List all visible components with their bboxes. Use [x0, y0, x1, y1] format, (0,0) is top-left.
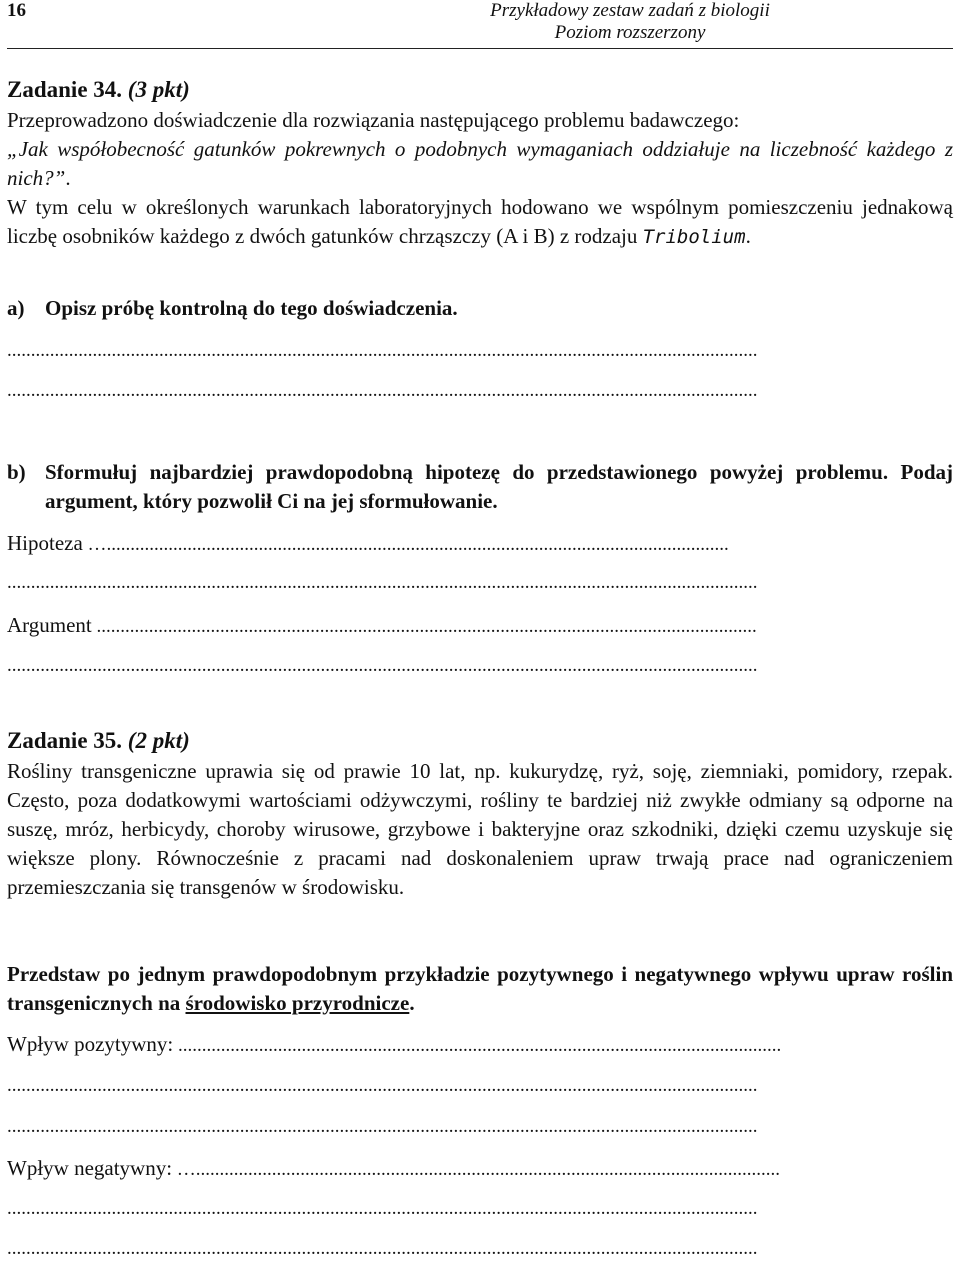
task34-title: Zadanie 34. [7, 77, 123, 102]
task35-positive-dots: ............................................................................................................................... [177, 1035, 782, 1056]
task34-argument-line-1[interactable] [7, 614, 953, 638]
task35-instruction-start: Przedstaw po jednym prawdopodobnym przykładzie pozytywnego i negatywnego wpływu upraw roślin transgenicznych na [7, 962, 953, 1015]
task34-a-answer-line-2[interactable]: .............................................................................................................................................................. [7, 380, 758, 401]
task34-hypothesis-label: Hipoteza [7, 532, 83, 555]
task34-intro: Przeprowadzono doświadczenie dla rozwiązania następującego problemu badawczego: [7, 108, 740, 132]
task34-argument-label: Argument [7, 614, 92, 637]
task35-negative-dots: …........................................................................................................................... [176, 1159, 781, 1180]
task35-instruction-end: . [409, 991, 415, 1015]
task34-setup [7, 193, 953, 252]
task34-part-a-text: Opisz próbę kontrolną do tego doświadczenia. [45, 296, 458, 320]
task34-problem-question: „Jak współobecność gatunków pokrewnych o podobnych wymaganiach oddziałuje na liczebność każdego z nich?” [7, 137, 953, 190]
task34-genus: Tribolium [642, 226, 746, 248]
task34-part-b [7, 458, 953, 516]
task35-points: (2 pkt) [127, 728, 190, 753]
task35-negative-label: Wpływ negatywny: [7, 1157, 173, 1180]
task34-setup-end: . [745, 224, 751, 248]
page-header [7, 0, 953, 49]
task34-a-answer-line-1[interactable]: .............................................................................................................................................................. [7, 340, 758, 361]
task34-problem [7, 135, 953, 193]
task35-positive-line-1[interactable] [7, 1033, 953, 1057]
task34-part-b-label: b) [7, 460, 26, 484]
task34-part-a-label: a) [7, 296, 25, 320]
task34-hypothesis-dots: …................................................................................................................................... [87, 534, 729, 555]
page-number: 16 [7, 0, 26, 21]
task35-negative-line-3[interactable]: .............................................................................................................................................................. [7, 1238, 758, 1259]
task34-heading [7, 75, 953, 105]
task35-positive-line-3[interactable]: .............................................................................................................................................................. [7, 1116, 758, 1137]
task35-instruction [7, 960, 953, 1018]
task34-hypothesis-line-1[interactable] [7, 532, 953, 556]
task35-positive-line-2[interactable]: .............................................................................................................................................................. [7, 1075, 758, 1096]
task34-argument-line-2[interactable]: .............................................................................................................................................................. [7, 655, 758, 676]
task35-negative-line-1[interactable] [7, 1157, 953, 1181]
header-title: Przykładowy zestaw zadań z biologii [490, 0, 770, 21]
task35-title: Zadanie 35. [7, 728, 123, 753]
task34-part-a [7, 294, 953, 323]
task35-instruction-underlined: środowisko przyrodnicze [185, 991, 410, 1015]
task35-text: Rośliny transgeniczne uprawia się od prawie 10 lat, np. kukurydzę, ryż, soję, ziemniaki, pomidory, rzepak. Często, poza dodatkowymi wartościami odżywczymi, rośliny te bardziej niż zwykłe odmiany są odporne na suszę, mróz, herbicydy, choroby wirusowe, grzybowe i bakteryjne oraz szkodniki, dzięki czemu uzyskuje się większe plony. Równocześnie z pracami nad doskonaleniem upraw trwają prace nad ograniczeniem przemieszczania się transgenów w środowisku. [7, 759, 953, 899]
task34-hypothesis-line-2[interactable]: .............................................................................................................................................................. [7, 572, 758, 593]
task35-negative-line-2[interactable]: .............................................................................................................................................................. [7, 1198, 758, 1219]
task34-argument-dots: ........................................................................................................................................... [96, 616, 757, 637]
task34-problem-end: . [65, 166, 71, 190]
header-level: Poziom rozszerzony [554, 22, 706, 43]
task35-positive-label: Wpływ pozytywny: [7, 1033, 174, 1056]
task34-setup-text: W tym celu w określonych warunkach laboratoryjnych hodowano we wspólnym pomieszczeniu jednakową liczbę osobników każdego z dwóch gatunków chrząszczy (A i B) z rodzaju [7, 195, 953, 248]
task34-points: (3 pkt) [127, 77, 190, 102]
task34-part-b-text: Sformułuj najbardziej prawdopodobną hipotezę do przedstawionego powyżej problemu. Podaj argument, który pozwolił Ci na jej sformułowanie. [45, 460, 953, 513]
task35-heading [7, 726, 953, 756]
